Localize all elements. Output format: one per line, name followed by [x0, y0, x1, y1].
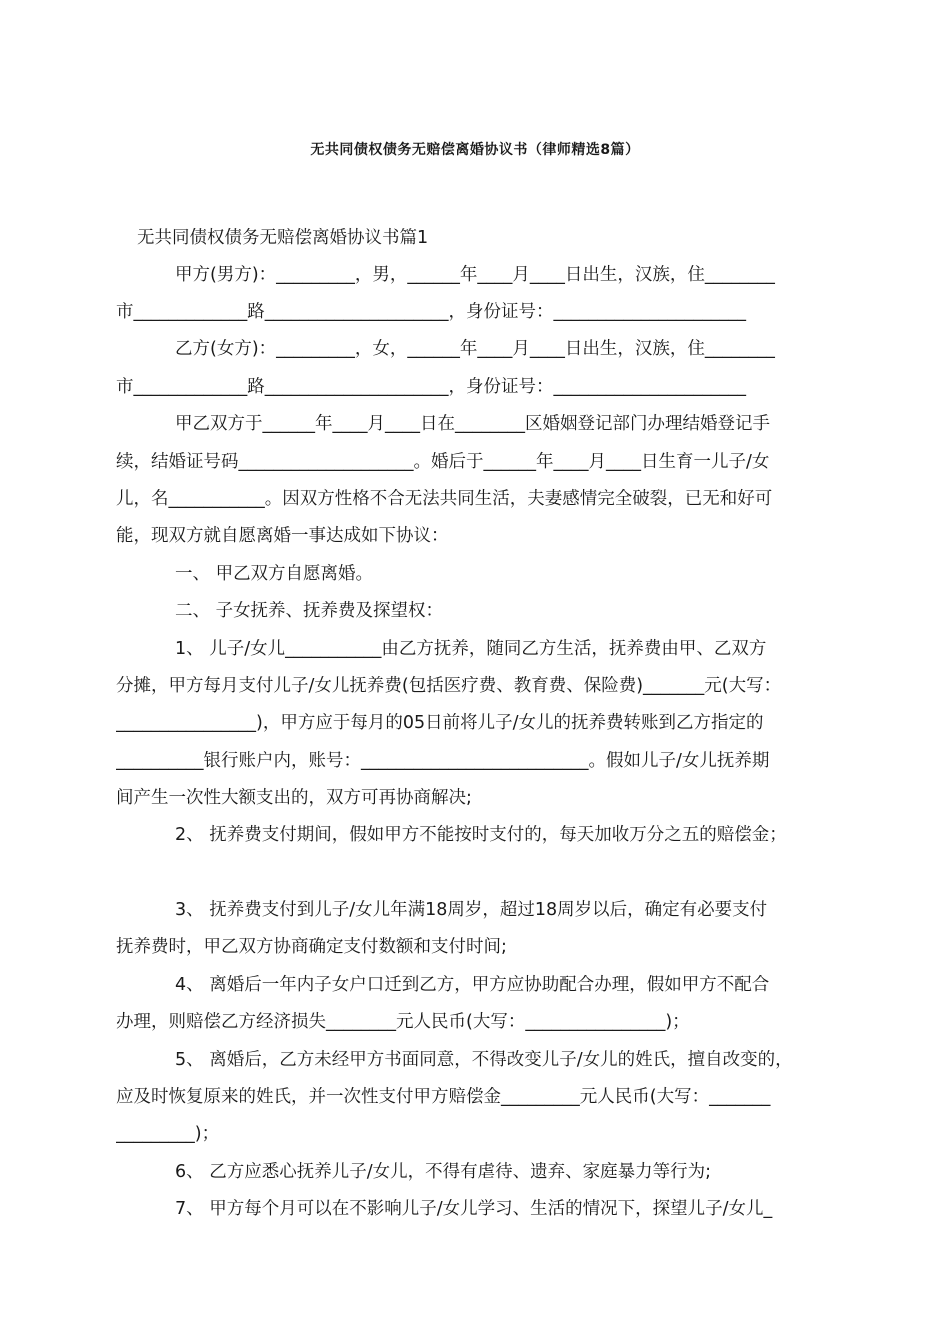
- clause-one: 一、 甲乙双方自愿离婚。: [175, 564, 374, 584]
- item-1-line-2: 分摊，甲方每月支付儿子/女儿抚养费(包括医疗费、教育费、保险费)_______元(大写：: [116, 676, 782, 696]
- item-5-line-3: _________)；: [116, 1124, 220, 1144]
- marriage-paragraph-line-2: 续，结婚证号码____________________。婚后于______年____月____日生育一儿子/女: [116, 452, 770, 472]
- party-b-line-1: 乙方(女方)：_________，女，______年____月____日出生，汉族，住________: [175, 339, 775, 359]
- party-a-line-2: 市_____________路_____________________，身份证号：______________________: [116, 302, 746, 322]
- document-title: 无共同债权债务无赔偿离婚协议书（律师精选8篇）: [310, 142, 640, 158]
- party-a-line-1: 甲方(男方)：_________，男，______年____月____日出生，汉族，住________: [175, 265, 775, 285]
- section-heading: 无共同债权债务无赔偿离婚协议书篇1: [137, 228, 429, 248]
- item-5-line-1: 5、 离婚后，乙方未经甲方书面同意，不得改变儿子/女儿的姓氏，擅自改变的，: [175, 1050, 793, 1070]
- item-3-line-1: 3、 抚养费支付到儿子/女儿年满18周岁，超过18周岁以后，确定有必要支付: [175, 900, 768, 920]
- item-2: 2、 抚养费支付期间，假如甲方不能按时支付的，每天加收万分之五的赔偿金；: [175, 825, 787, 845]
- item-1-line-5: 间产生一次性大额支出的，双方可再协商解决;: [116, 788, 472, 808]
- item-1-line-1: 1、 儿子/女儿___________由乙方抚养，随同乙方生活，抚养费由甲、乙双方: [175, 639, 767, 659]
- party-b-line-2: 市_____________路_____________________，身份证号：______________________: [116, 377, 746, 397]
- item-1-line-3: ________________)，甲方应于每月的05日前将儿子/女儿的抚养费转账到乙方指定的: [116, 713, 764, 733]
- marriage-paragraph-line-3: 儿，名___________。因双方性格不合无法共同生活，夫妻感情完全破裂，已无和好可: [116, 489, 773, 509]
- item-5-line-2: 应及时恢复原来的姓氏，并一次性支付甲方赔偿金_________元人民币(大写：_______: [116, 1087, 771, 1107]
- marriage-paragraph-line-4: 能，现双方就自愿离婚一事达成如下协议：: [116, 526, 449, 546]
- marriage-paragraph-line-1: 甲乙双方于______年____月____日在________区婚姻登记部门办理结婚登记手: [175, 414, 770, 434]
- item-3-line-2: 抚养费时，甲乙双方协商确定支付数额和支付时间;: [116, 937, 507, 957]
- clause-two: 二、 子女抚养、抚养费及探望权：: [175, 601, 444, 621]
- item-7-line-1: 7、 甲方每个月可以在不影响儿子/女儿学习、生活的情况下，探望儿子/女儿_: [175, 1199, 773, 1219]
- item-4-line-1: 4、 离婚后一年内子女户口迁到乙方，甲方应协助配合办理，假如甲方不配合: [175, 975, 770, 995]
- item-1-line-4: __________银行账户内，账号：__________________________。假如儿子/女儿抚养期: [116, 751, 770, 771]
- item-6: 6、 乙方应悉心抚养儿子/女儿，不得有虐待、遗弃、家庭暴力等行为;: [175, 1162, 711, 1182]
- item-4-line-2: 办理，则赔偿乙方经济损失________元人民币(大写：________________)；: [116, 1012, 690, 1032]
